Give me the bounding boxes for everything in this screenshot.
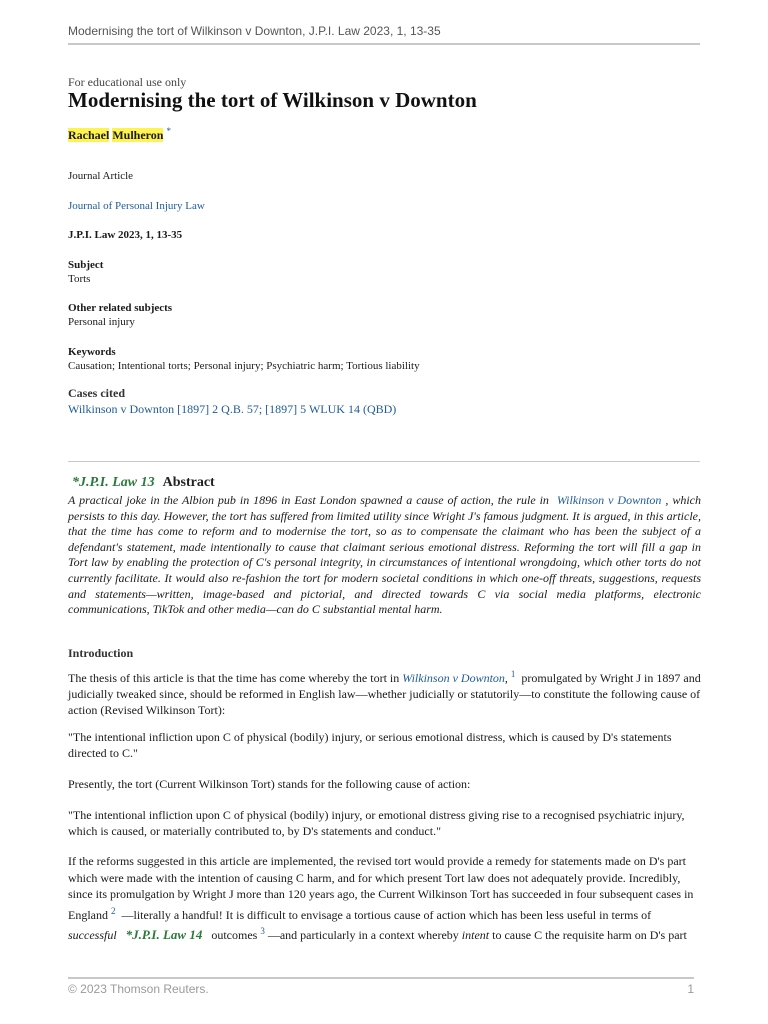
article-title: Modernising the tort of Wilkinson v Downton bbox=[68, 88, 477, 112]
intro-p3-successful: successful bbox=[68, 928, 117, 942]
page-reference-14: *J.P.I. Law 14 bbox=[125, 927, 203, 942]
abstract-text-start: A practical joke in the Albion pub in 1896 in East London spawned a cause of action, the rule in bbox=[68, 493, 549, 507]
abstract-label: Abstract bbox=[162, 475, 215, 490]
footnote-1-link[interactable]: 1 bbox=[510, 669, 516, 679]
other-related-subjects bbox=[68, 301, 172, 329]
intro-p1-rest: promulgated by Wright J in 1897 and judicially tweaked since, should be reformed in English law—whether judicially or statutorily—to constitute the following cause of action (Revised Wilkinson Tort): bbox=[68, 671, 701, 717]
intro-paragraph-2: Presently, the tort (Current Wilkinson Tort) stands for the following cause of action: bbox=[68, 777, 471, 791]
intro-p3-text-2: —literally a handful! It is difficult to envisage a tortious cause of action which has been less useful in terms of bbox=[121, 907, 652, 922]
citation-value: J.P.I. Law 2023, 1, 13-35 bbox=[68, 229, 183, 241]
keywords bbox=[68, 345, 420, 373]
quote-revised-tort: "The intentional infliction upon C of physical (bodily) injury, or serious emotional distress, which is caused by D's statements directed to C." bbox=[68, 730, 672, 760]
intro-p3-text-3: —and particularly in a context whereby bbox=[267, 928, 459, 942]
intro-p3-intent: intent bbox=[461, 928, 490, 942]
footnote-3-link[interactable]: 3 bbox=[260, 926, 265, 936]
other-subjects-label: Other related subjects bbox=[68, 302, 173, 314]
cases-cited bbox=[68, 386, 396, 416]
quote-current-tort: "The intentional infliction upon C of physical (bodily) injury, or emotional distress giving rise to a recognised psychiatric injury, which is caused, or materially contributed to, by D's statements and conduct." bbox=[68, 808, 685, 838]
intro-paragraph-1 bbox=[68, 666, 701, 718]
abstract-case-link[interactable]: Wilkinson v Downton bbox=[556, 493, 662, 507]
author bbox=[68, 126, 171, 143]
author-first-name: Rachael bbox=[68, 128, 110, 142]
page-reference-13: *J.P.I. Law 13 bbox=[72, 475, 155, 490]
intro-case-link[interactable]: Wilkinson v Downton bbox=[402, 671, 505, 685]
abstract-text bbox=[68, 493, 701, 618]
intro-paragraph-3 bbox=[68, 853, 701, 944]
intro-p1-text: The thesis of this article is that the time has come whereby the tort in bbox=[68, 671, 400, 685]
cases-cited-label: Cases cited bbox=[68, 386, 125, 400]
author-last-name: Mulheron bbox=[112, 128, 164, 142]
intro-p3-text-4: to cause C the requisite harm on D's part bbox=[492, 928, 687, 942]
document-type-value: Journal Article bbox=[68, 170, 134, 182]
page-number: 1 bbox=[687, 982, 694, 996]
intro-p3-outcomes: outcomes bbox=[211, 928, 258, 942]
section-divider bbox=[68, 461, 700, 462]
author-footnote-link[interactable]: * bbox=[166, 126, 171, 136]
header-divider bbox=[68, 43, 700, 45]
journal bbox=[68, 199, 205, 213]
other-subjects-value: Personal injury bbox=[68, 316, 135, 328]
educational-use-note: For educational use only bbox=[68, 75, 187, 89]
citation bbox=[68, 228, 182, 242]
journal-link[interactable]: Journal of Personal Injury Law bbox=[68, 200, 205, 212]
footer-divider bbox=[68, 977, 694, 979]
keywords-value: Causation; Intentional torts; Personal injury; Psychiatric harm; Tortious liability bbox=[68, 360, 420, 372]
subject-label: Subject bbox=[68, 259, 104, 271]
footnote-2-link[interactable]: 2 bbox=[111, 905, 116, 916]
cases-cited-link[interactable]: Wilkinson v Downton [1897] 2 Q.B. 57; [1897] 5 WLUK 14 (QBD) bbox=[68, 402, 397, 416]
keywords-label: Keywords bbox=[68, 346, 116, 358]
abstract-heading bbox=[72, 475, 215, 491]
document-type bbox=[68, 169, 133, 183]
subject bbox=[68, 258, 103, 286]
intro-p3-text: If the reforms suggested in this article are implemented, the revised tort would provide a remedy for statements made on D's part which were made with the intention of causing C harm, and for which present Tort law does not adequately provide. Incredibly, since its promulgation by Wright J more than 120 years ago, the Current Wilkinson Tort has succeeded in four subsequent cases in England bbox=[68, 854, 694, 922]
introduction-heading: Introduction bbox=[68, 646, 134, 660]
abstract-text-rest: , which persists to this day. However, the tort has suffered from limited utility since Wright J's famous judgment. It is argued, in this article, that the time has come to reform and to modernise the tort, so as to compensate the claimant who has been the subject of a defendant's statement, made intentionally to cause that claimant serious emotional distress. Reforming the tort will fill a gap in Tort law by enabling the protection of C's personal integrity, in circumstances of intentional wrongdoing, which other torts do not currently facilitate. It would also re-fashion the tort for modern societal conditions in which one-off threats, suggestions, requests and statements—written, image-based and pictorial, and directed towards C via social media platforms, electronic communications, TikTok and other media—can do C substantial mental harm. bbox=[68, 493, 701, 617]
running-header: Modernising the tort of Wilkinson v Downton, J.P.I. Law 2023, 1, 13-35 bbox=[68, 24, 441, 38]
subject-value: Torts bbox=[68, 273, 91, 285]
footer-copyright: © 2023 Thomson Reuters. bbox=[68, 982, 209, 996]
intro-p1-comma: , bbox=[504, 671, 508, 685]
